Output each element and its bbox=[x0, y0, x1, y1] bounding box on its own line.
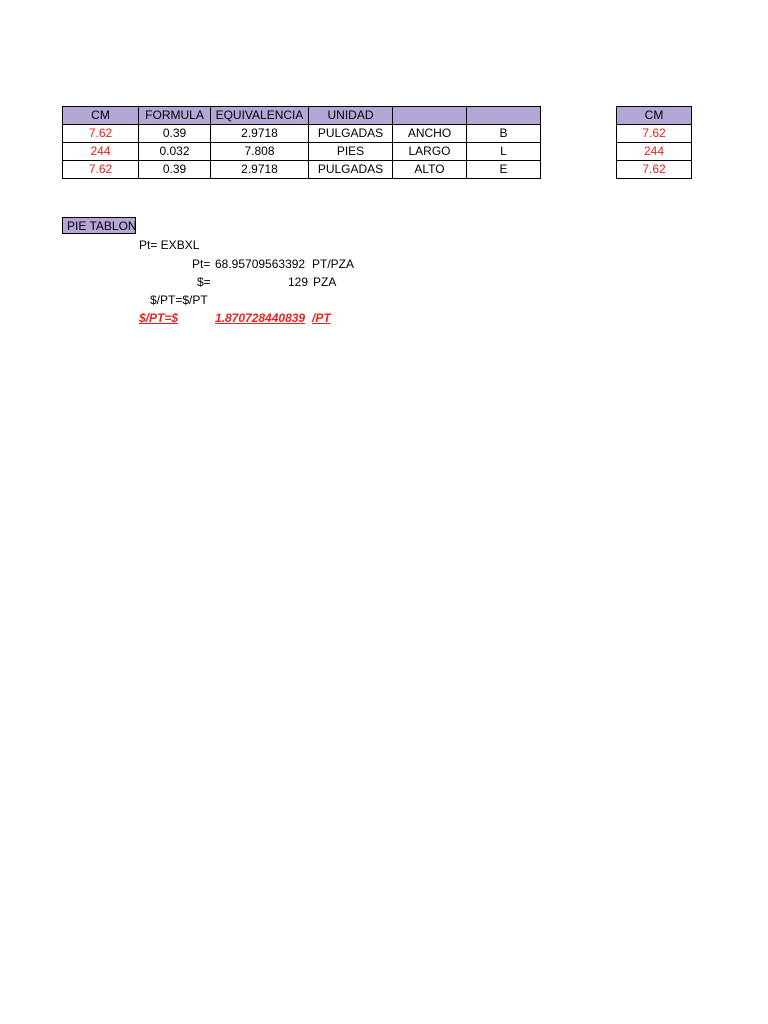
cell-equivalencia[interactable]: 7.808 bbox=[211, 143, 309, 161]
cell-cm[interactable]: 244 bbox=[63, 143, 139, 161]
pt-value[interactable]: 68.95709563392 bbox=[215, 257, 306, 271]
cell-equivalencia[interactable]: 2.9718 bbox=[211, 161, 309, 179]
header-empty-2[interactable] bbox=[467, 107, 541, 125]
cell-cm[interactable]: 7.62 bbox=[63, 161, 139, 179]
formula-line[interactable]: Pt= EXBXL bbox=[139, 238, 200, 252]
cell-unidad[interactable]: PULGADAS bbox=[309, 125, 393, 143]
cell-cm[interactable]: 7.62 bbox=[63, 125, 139, 143]
table-row bbox=[617, 143, 692, 161]
cell-variable[interactable]: L bbox=[467, 143, 541, 161]
result-value[interactable]: 1.870728440839 bbox=[215, 311, 306, 325]
table-row bbox=[63, 161, 541, 179]
cell-cm[interactable]: 244 bbox=[617, 143, 692, 161]
result-label[interactable]: $/PT=$ bbox=[139, 311, 179, 325]
conversion-table bbox=[62, 106, 541, 179]
header-formula[interactable]: FORMULA bbox=[139, 107, 211, 125]
cell-cm[interactable]: 7.62 bbox=[617, 161, 692, 179]
header-equivalencia[interactable]: EQUIVALENCIA bbox=[211, 107, 309, 125]
cell-dimension[interactable]: ALTO bbox=[393, 161, 467, 179]
cell-cm[interactable]: 7.62 bbox=[617, 125, 692, 143]
cell-variable[interactable]: B bbox=[467, 125, 541, 143]
table-row bbox=[63, 125, 541, 143]
price-value[interactable]: 129 bbox=[288, 275, 309, 289]
cm-side-table bbox=[616, 106, 692, 179]
cell-dimension[interactable]: ANCHO bbox=[393, 125, 467, 143]
ratio-formula[interactable]: $/PT=$/PT bbox=[150, 293, 208, 307]
cell-unidad[interactable]: PULGADAS bbox=[309, 161, 393, 179]
header-cm[interactable]: CM bbox=[63, 107, 139, 125]
table-header-row bbox=[63, 107, 541, 125]
cell-variable[interactable]: E bbox=[467, 161, 541, 179]
price-unit[interactable]: PZA bbox=[313, 275, 337, 289]
table-row bbox=[63, 143, 541, 161]
cell-formula[interactable]: 0.39 bbox=[139, 125, 211, 143]
header-unidad[interactable]: UNIDAD bbox=[309, 107, 393, 125]
header-empty-1[interactable] bbox=[393, 107, 467, 125]
cell-equivalencia[interactable]: 2.9718 bbox=[211, 125, 309, 143]
table-row bbox=[617, 125, 692, 143]
pie-tablon-label[interactable]: PIE TABLON bbox=[62, 217, 136, 234]
table-row bbox=[617, 161, 692, 179]
pt-unit[interactable]: PT/PZA bbox=[312, 257, 355, 271]
header-cm[interactable]: CM bbox=[617, 107, 692, 125]
result-unit[interactable]: /PT bbox=[312, 311, 331, 325]
cell-formula[interactable]: 0.032 bbox=[139, 143, 211, 161]
cell-dimension[interactable]: LARGO bbox=[393, 143, 467, 161]
pt-label[interactable]: Pt= bbox=[192, 257, 211, 271]
price-label[interactable]: $= bbox=[197, 275, 211, 289]
cell-unidad[interactable]: PIES bbox=[309, 143, 393, 161]
table-header-row bbox=[617, 107, 692, 125]
cell-formula[interactable]: 0.39 bbox=[139, 161, 211, 179]
